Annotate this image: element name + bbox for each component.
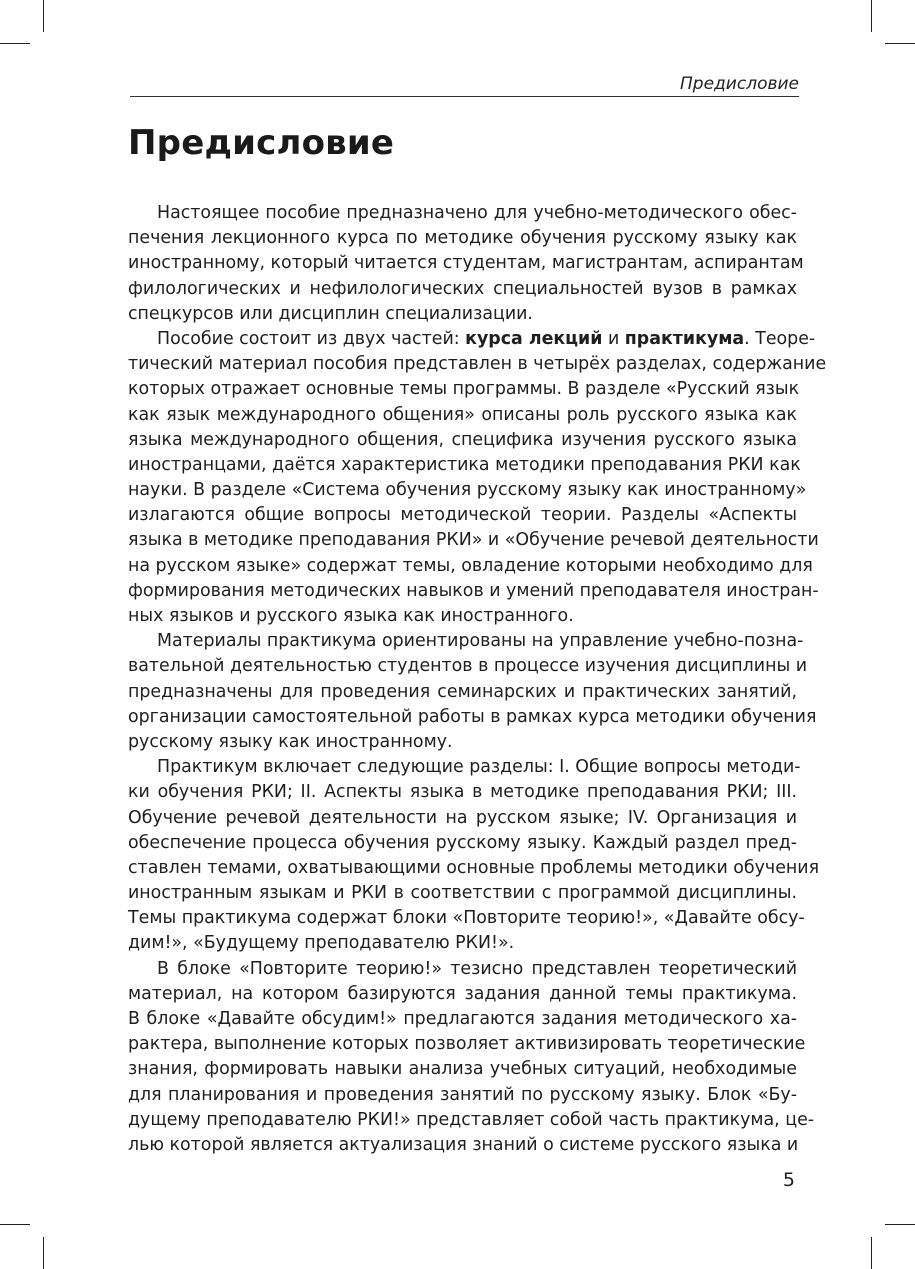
text-line: языка международного общения, специфика изучения русского языка xyxy=(128,429,797,450)
page-title: Предисловие xyxy=(128,123,395,163)
crop-mark-bottom-right-h xyxy=(885,1224,915,1225)
text-line: Материалы практикума ориентированы на управление учебно-позна- xyxy=(157,631,804,652)
text-line: которых отражает основные темы программы. В разделе «Русский язык xyxy=(128,379,800,400)
paragraph-1 xyxy=(128,201,804,327)
text-line: Обучение речевой деятельности на русском языке; IV. Организация и xyxy=(128,807,797,828)
crop-mark-top-left xyxy=(43,0,44,32)
text-line: спецкурсов или дисциплин специализации. xyxy=(128,303,533,324)
text-line: для планирования и проведения занятий по русскому языку. Блок «Бу- xyxy=(128,1084,797,1105)
crop-mark-bottom-left-h xyxy=(0,1224,30,1225)
header-rule xyxy=(130,96,799,97)
text-line: языка в методике преподавания РКИ» и «Обучение речевой деятельности xyxy=(128,530,819,551)
text-line: В блоке «Повторите теорию!» тезисно представлен теоретический xyxy=(157,958,797,979)
text-line: иностранному, который читается студентам, магистрантам, аспирантам xyxy=(128,253,804,274)
text-line: тический материал пособия представлен в четырёх разделах, содержание xyxy=(128,354,827,375)
page-number: 5 xyxy=(782,1169,795,1191)
crop-mark-top-left-h xyxy=(0,43,30,44)
text-line: иностранцами, даётся характеристика методики преподавания РКИ как xyxy=(128,454,801,475)
text-line: знания, формировать навыки анализа учебных ситуаций, необходимые xyxy=(128,1059,797,1080)
text-line: материал, на котором базируются задания данной темы практикума. xyxy=(128,983,797,1004)
text-line: ных языков и русского языка как иностранного. xyxy=(128,606,574,626)
text-line: науки. В разделе «Система обучения русскому языку как иностранному» xyxy=(128,480,807,501)
text-run: . Теоре- xyxy=(744,328,816,349)
text-run: и xyxy=(602,328,625,349)
text-line: ставлен темами, охватывающими основные проблемы методики обучения xyxy=(128,857,820,878)
text-line: В блоке «Давайте обсудим!» предлагаются задания методического ха- xyxy=(128,1009,797,1029)
text-line: лью которой является актуализация знаний о системе русского языка и xyxy=(128,1134,799,1155)
paragraph-3 xyxy=(128,629,817,755)
text-line: на русском языке» содержат темы, овладение которыми необходимо для xyxy=(128,555,813,576)
text-line: Темы практикума содержат блоки «Повторите теорию!», «Давайте обсу- xyxy=(128,908,805,929)
text-line: предназначены для проведения семинарских и практических занятий, xyxy=(128,681,797,702)
text-line: дим!», «Будущему преподавателю РКИ!». xyxy=(128,933,515,954)
text-line: иностранным языкам и РКИ в соответствии с программой дисциплины. xyxy=(128,883,797,904)
text-run: Пособие состоит из двух частей: xyxy=(157,328,466,349)
text-line: вательной деятельностью студентов в процессе изучения дисциплины и xyxy=(128,656,807,677)
paragraph-4 xyxy=(128,755,820,957)
crop-mark-bottom-right xyxy=(871,1237,872,1269)
crop-mark-bottom-left xyxy=(43,1237,44,1269)
text-line xyxy=(128,327,816,352)
text-line: дущему преподавателю РКИ!» представляет собой часть практикума, це- xyxy=(128,1109,815,1130)
paragraph-5 xyxy=(128,957,815,1159)
paragraph-2 xyxy=(128,327,827,629)
crop-mark-top-right xyxy=(871,0,872,32)
running-header: Предисловие xyxy=(680,74,799,94)
text-line: ки обучения РКИ; II. Аспекты языка в методике преподавания РКИ; III. xyxy=(128,782,797,803)
text-line: формирования методических навыков и умений преподавателя иностран- xyxy=(128,580,819,601)
text-line: русскому языку как иностранному. xyxy=(128,731,453,752)
bold-term-lectures: курса лекций xyxy=(465,328,603,349)
text-line: Практикум включает следующие разделы: I. Общие вопросы методи- xyxy=(157,757,801,778)
bold-term-practicum: практикума xyxy=(624,328,745,349)
text-line: излагаются общие вопросы методической теории. Разделы «Аспекты xyxy=(128,505,797,526)
text-line: обеспечение процесса обучения русскому языку. Каждый раздел пред- xyxy=(128,832,797,853)
text-line: филологических и нефилологических специальностей вузов в рамках xyxy=(128,278,797,299)
text-line: как язык международного общения» описаны роль русского языка как xyxy=(128,404,797,425)
text-line: рактера, выполнение которых позволяет активизировать теоретические xyxy=(128,1034,806,1055)
text-line: печения лекционного курса по методике обучения русскому языку как xyxy=(128,228,797,249)
crop-mark-top-right-h xyxy=(885,43,915,44)
body-text xyxy=(128,201,827,1158)
text-line: Настоящее пособие предназначено для учебно-методического обес- xyxy=(157,203,797,223)
text-line: организации самостоятельной работы в рамках курса методики обучения xyxy=(128,706,817,727)
